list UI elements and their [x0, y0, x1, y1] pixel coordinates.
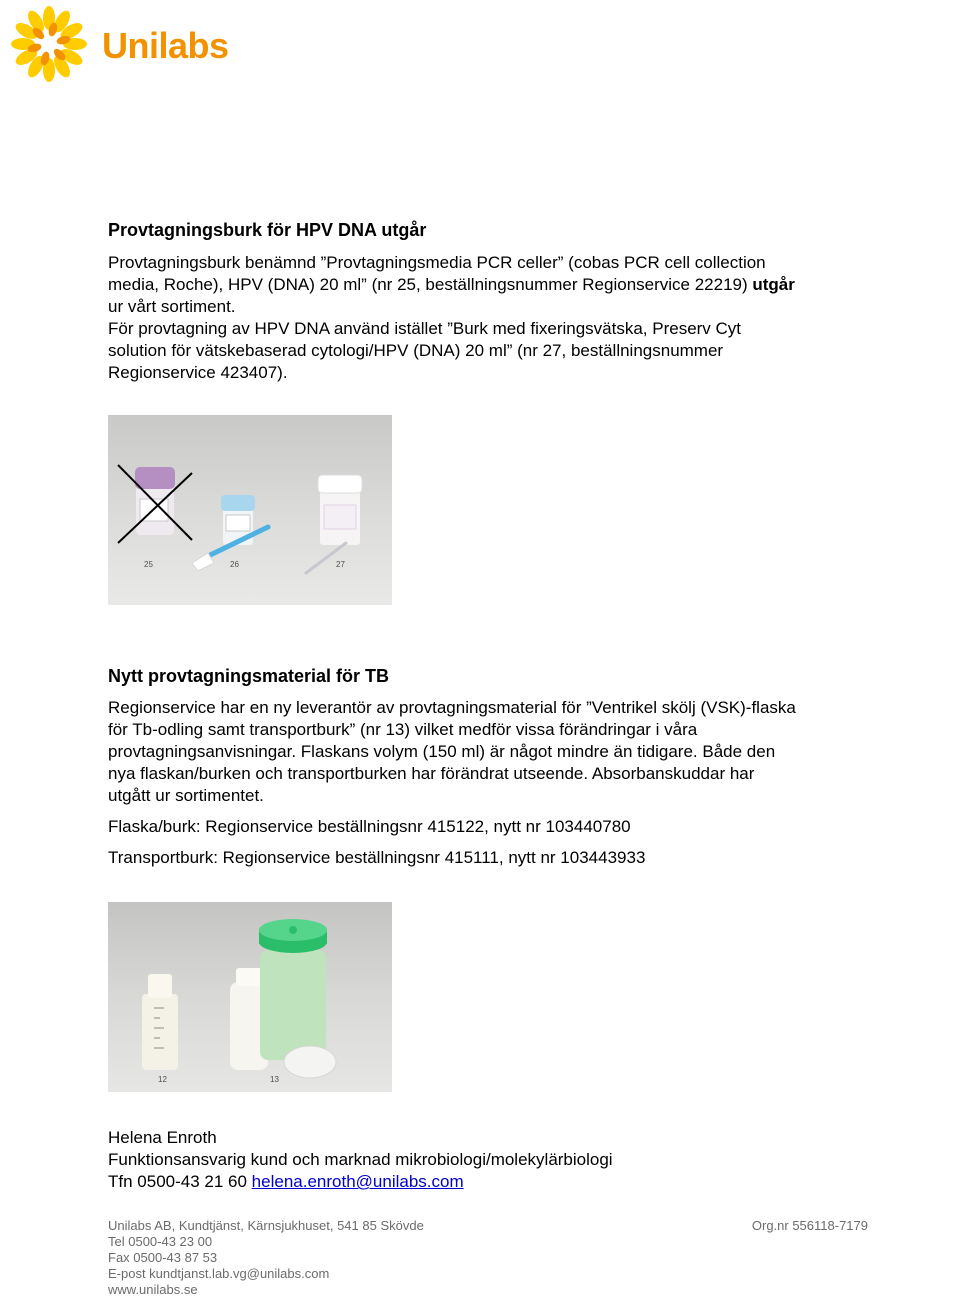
- photo-hpv-containers: [108, 415, 392, 605]
- photo-label: 25: [144, 560, 153, 569]
- footer-address: Unilabs AB, Kundtjänst, Kärnsjukhuset, 541 85 Skövde: [108, 1218, 424, 1233]
- footer-web: www.unilabs.se: [108, 1282, 198, 1297]
- signature-contact: Tfn 0500-43 21 60 helena.enroth@unilabs.com: [108, 1172, 464, 1191]
- text-line: Regionservice 423407).: [108, 363, 288, 382]
- section-title-hpv: Provtagningsburk för HPV DNA utgår: [108, 220, 427, 240]
- transport-order-line: Transportburk: Regionservice beställningsnr 415111, nytt nr 103443933: [108, 848, 646, 867]
- text-line: Provtagningsburk benämnd ”Provtagningsmedia PCR celler” (cobas PCR cell collection: [108, 253, 766, 272]
- footer-fax: Fax 0500-43 87 53: [108, 1250, 218, 1265]
- flaska-order-line: Flaska/burk: Regionservice beställningsnr 415122, nytt nr 103440780: [108, 817, 631, 836]
- signature-name: Helena Enroth: [108, 1128, 217, 1147]
- text-line: För provtagning av HPV DNA använd istället ”Burk med fixeringsvätska, Preserv Cyt: [108, 319, 742, 338]
- text-line: Regionservice har en ny leverantör av provtagningsmaterial för ”Ventrikel skölj (VSK)-flaska: [108, 698, 796, 717]
- photo-label: 13: [270, 1075, 279, 1084]
- unilabs-logo: [8, 4, 248, 84]
- paragraph-tb: [108, 697, 878, 807]
- text-line: solution för vätskebaserad cytologi/HPV (DNA) 20 ml” (nr 27, beställningsnummer: [108, 341, 724, 360]
- paragraph-hpv: [108, 252, 878, 384]
- email-link[interactable]: helena.enroth@unilabs.com: [251, 1172, 464, 1191]
- section-title-tb: Nytt provtagningsmaterial för TB: [108, 666, 390, 686]
- page-footer: [108, 1218, 868, 1298]
- text-line: provtagningsanvisningar. Flaskans volym (150 ml) är något mindre än tidigare. Både den: [108, 742, 776, 761]
- footer-orgnr: Org.nr 556118-7179: [751, 1218, 868, 1233]
- photo-tb-containers: [108, 902, 392, 1092]
- footer-tel: Tel 0500-43 23 00: [108, 1234, 213, 1249]
- photo-label: 26: [230, 560, 239, 569]
- sun-flower-icon: [8, 4, 248, 84]
- text-line: nya flaskan/burken och transportburken har förändrat utseende. Absorbanskuddar har: [108, 764, 755, 783]
- photo-label: 27: [336, 560, 345, 569]
- text-line: för Tb-odling samt transportburk” (nr 13) vilket medför vissa förändringar i våra: [108, 720, 698, 739]
- signature-role: Funktionsansvarig kund och marknad mikrobiologi/molekylärbiologi: [108, 1150, 613, 1169]
- signature-block: [108, 1127, 613, 1193]
- photo-label: 12: [158, 1075, 167, 1084]
- footer-email: E-post kundtjanst.lab.vg@unilabs.com: [108, 1266, 330, 1281]
- logo-wordmark: Unilabs: [102, 25, 229, 66]
- bold-text: utgår: [752, 275, 795, 294]
- text-line: ur vårt sortiment.: [108, 297, 236, 316]
- text-line: media, Roche), HPV (DNA) 20 ml” (nr 25, beställningsnummer Regionservice 22219) utgår: [108, 275, 795, 294]
- text-line: utgått ur sortimentet.: [108, 786, 264, 805]
